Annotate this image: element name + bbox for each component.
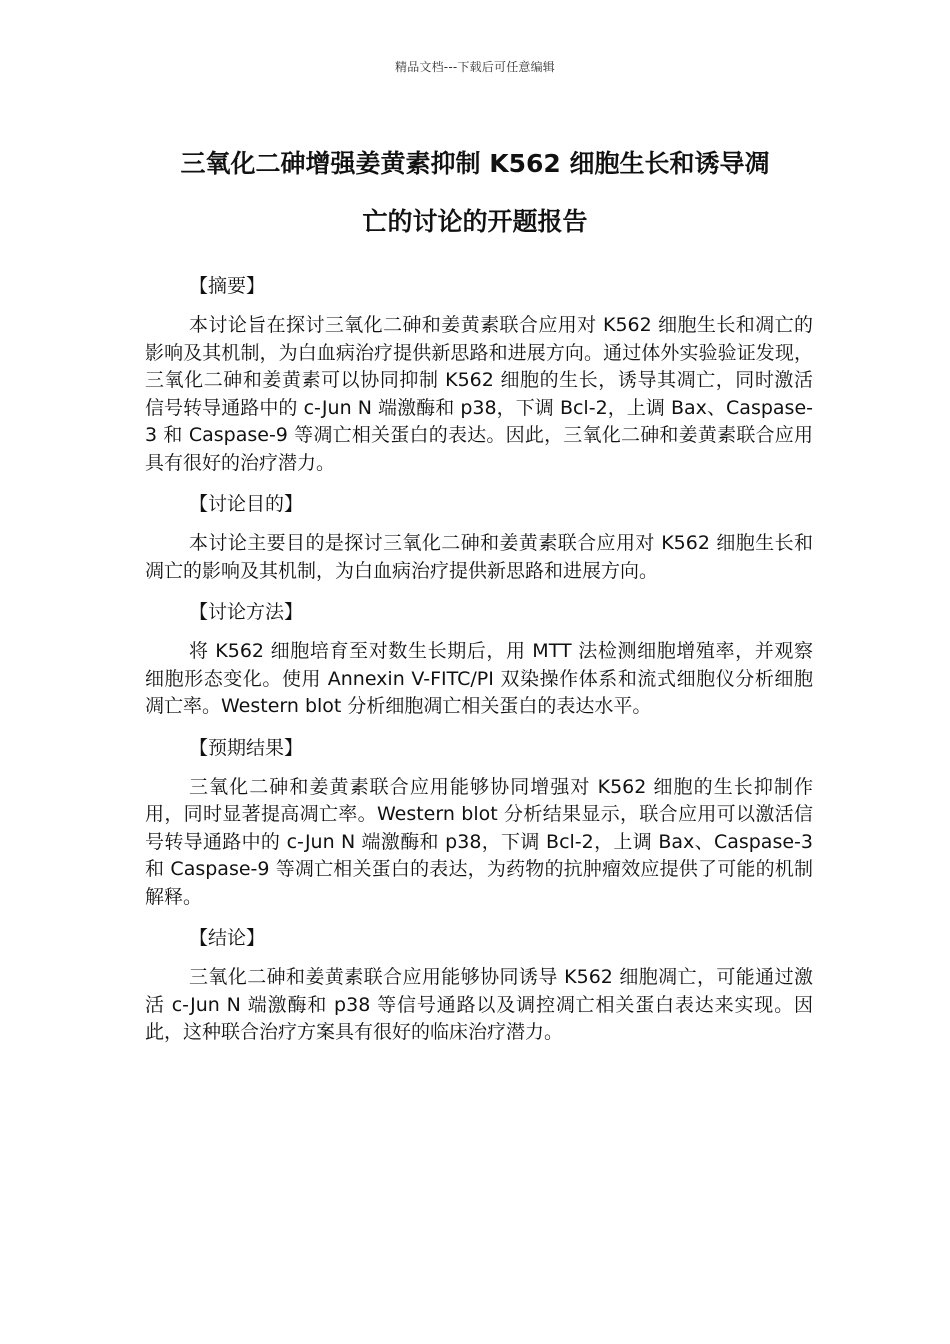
title-line-1: 三氧化二砷增强姜黄素抑制 K562 细胞生长和诱导凋	[180, 149, 770, 178]
header-note: 精品文档---下载后可任意编辑	[395, 60, 555, 74]
section-expected-results	[145, 734, 813, 912]
section-paragraph: 三氧化二砷和姜黄素联合应用能够协同诱导 K562 细胞凋亡，可能通过激活 c-Jun N 端激酶和 p38 等信号通路以及调控凋亡相关蛋白表达来实现。因此，这种联合治疗方案具有很好的临床治疗潜力。	[145, 966, 813, 1043]
section-heading: 【预期结果】	[189, 736, 304, 759]
section-paragraph: 将 K562 细胞培育至对数生长期后，用 MTT 法检测细胞增殖率，并观察细胞形态变化。使用 Annexin V-FITC/PI 双染操作体系和流式细胞仪分析细胞凋亡率。Western blot 分析细胞凋亡相关蛋白的表达水平。	[145, 640, 813, 717]
section-paragraph: 三氧化二砷和姜黄素联合应用能够协同增强对 K562 细胞的生长抑制作用，同时显著提高凋亡率。Western blot 分析结果显示，联合应用可以激活信号转导通路中的 c-Jun N 端激酶和 p38，下调 Bcl-2，上调 Bax、Caspase-3 和 Caspase-9 等凋亡相关蛋白的表达，为药物的抗肿瘤效应提供了可能的机制解释。	[145, 775, 813, 908]
section-paragraph: 本讨论旨在探讨三氧化二砷和姜黄素联合应用对 K562 细胞生长和凋亡的影响及其机制，为白血病治疗提供新思路和进展方向。通过体外实验验证发现，三氧化二砷和姜黄素可以协同抑制 K562 细胞的生长，诱导其凋亡，同时激活信号转导通路中的 c-Jun N 端激酶和 p38，下调 Bcl-2，上调 Bax、Caspase-3 和 Caspase-9 等凋亡相关蛋白的表达。因此，三氧化二砷和姜黄素联合应用具有很好的治疗潜力。	[145, 314, 813, 474]
section-heading: 【讨论方法】	[189, 601, 304, 623]
document-title	[140, 135, 810, 251]
section-methods	[145, 598, 813, 721]
section-heading: 【结论】	[189, 927, 266, 949]
section-heading: 【摘要】	[189, 275, 266, 297]
section-conclusion	[145, 924, 813, 1047]
document-body	[145, 272, 813, 1060]
section-abstract	[145, 272, 813, 477]
section-purpose	[145, 490, 813, 585]
section-paragraph: 本讨论主要目的是探讨三氧化二砷和姜黄素联合应用对 K562 细胞生长和凋亡的影响及其机制，为白血病治疗提供新思路和进展方向。	[145, 532, 813, 582]
section-heading: 【讨论目的】	[189, 493, 304, 515]
title-line-2: 亡的讨论的开题报告	[362, 207, 588, 236]
